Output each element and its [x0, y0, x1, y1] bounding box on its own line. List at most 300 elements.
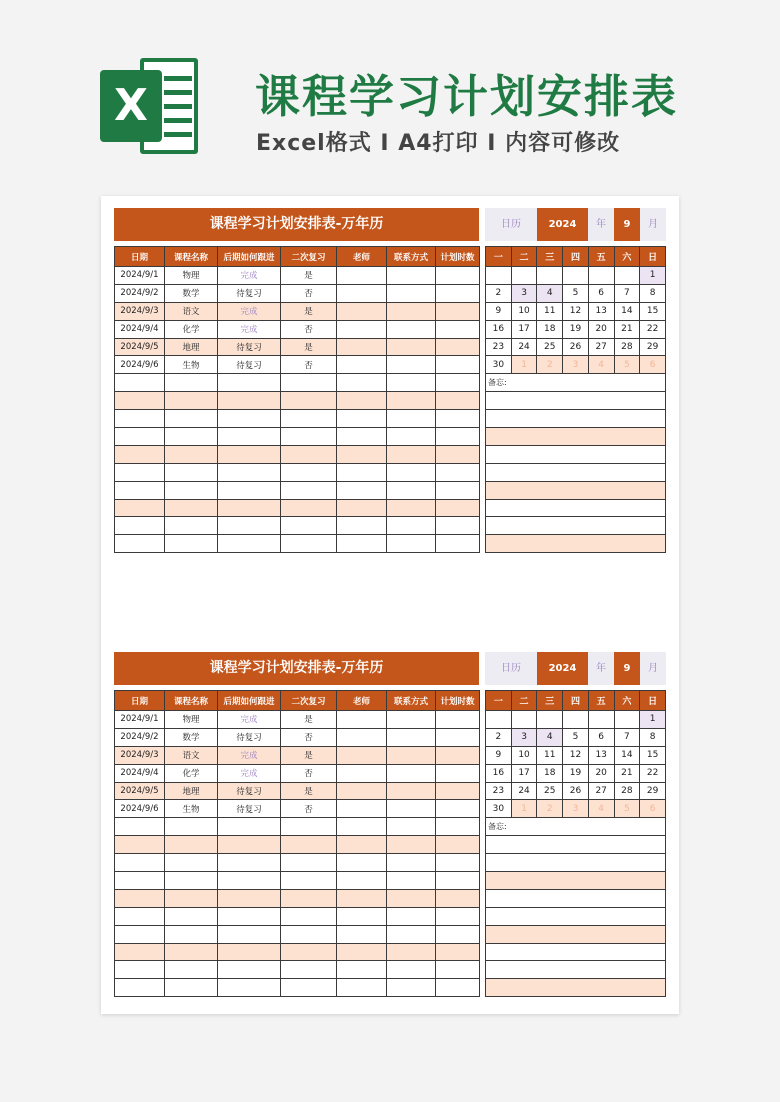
empty-cell[interactable] — [165, 499, 218, 517]
calendar-day[interactable]: 17 — [511, 764, 537, 782]
date-cell[interactable]: 2024/9/5 — [115, 782, 165, 800]
calendar-day[interactable]: 15 — [640, 302, 666, 320]
empty-cell[interactable] — [436, 889, 480, 907]
empty-cell[interactable] — [165, 818, 218, 836]
empty-cell[interactable] — [115, 889, 165, 907]
empty-cell[interactable] — [337, 943, 387, 961]
calendar-day[interactable]: 9 — [486, 302, 512, 320]
calendar-day[interactable]: 28 — [614, 782, 640, 800]
calendar-day[interactable]: 25 — [537, 782, 563, 800]
course-cell[interactable]: 生物 — [165, 800, 218, 818]
empty-cell[interactable] — [281, 374, 337, 392]
followup-cell[interactable]: 完成 — [218, 746, 281, 764]
empty-cell[interactable] — [387, 499, 436, 517]
teacher-cell[interactable] — [337, 267, 387, 285]
calendar-day[interactable]: 24 — [511, 338, 537, 356]
calendar-day[interactable]: 4 — [537, 728, 563, 746]
empty-cell[interactable] — [218, 907, 281, 925]
course-cell[interactable]: 数学 — [165, 728, 218, 746]
empty-cell[interactable] — [281, 499, 337, 517]
course-cell[interactable]: 地理 — [165, 338, 218, 356]
contact-cell[interactable] — [387, 320, 436, 338]
calendar-day[interactable]: 5 — [614, 800, 640, 818]
empty-cell[interactable] — [281, 428, 337, 446]
empty-cell[interactable] — [165, 481, 218, 499]
calendar-day[interactable]: 14 — [614, 746, 640, 764]
empty-cell[interactable] — [115, 463, 165, 481]
empty-cell[interactable] — [218, 428, 281, 446]
empty-cell[interactable] — [218, 854, 281, 872]
empty-cell[interactable] — [165, 535, 218, 553]
empty-cell[interactable] — [387, 907, 436, 925]
empty-cell[interactable] — [115, 872, 165, 890]
hours-cell[interactable] — [436, 356, 480, 374]
followup-cell[interactable]: 待复习 — [218, 338, 281, 356]
empty-cell[interactable] — [436, 445, 480, 463]
empty-cell[interactable] — [165, 836, 218, 854]
contact-cell[interactable] — [387, 356, 436, 374]
empty-cell[interactable] — [115, 445, 165, 463]
calendar-day[interactable]: 2 — [537, 356, 563, 374]
empty-cell[interactable] — [387, 818, 436, 836]
empty-cell[interactable] — [281, 410, 337, 428]
hours-cell[interactable] — [436, 800, 480, 818]
memo-cell[interactable] — [486, 410, 666, 428]
calendar-day[interactable]: 10 — [511, 746, 537, 764]
review-cell[interactable]: 否 — [281, 356, 337, 374]
empty-cell[interactable] — [165, 961, 218, 979]
hours-cell[interactable] — [436, 746, 480, 764]
empty-cell[interactable] — [281, 907, 337, 925]
course-cell[interactable]: 数学 — [165, 284, 218, 302]
calendar-day[interactable] — [537, 711, 563, 729]
contact-cell[interactable] — [387, 302, 436, 320]
empty-cell[interactable] — [218, 517, 281, 535]
teacher-cell[interactable] — [337, 320, 387, 338]
empty-cell[interactable] — [115, 979, 165, 997]
calendar-day[interactable]: 20 — [588, 320, 614, 338]
empty-cell[interactable] — [218, 410, 281, 428]
empty-cell[interactable] — [436, 481, 480, 499]
empty-cell[interactable] — [281, 889, 337, 907]
calendar-day[interactable]: 23 — [486, 338, 512, 356]
memo-cell[interactable] — [486, 463, 666, 481]
teacher-cell[interactable] — [337, 356, 387, 374]
empty-cell[interactable] — [387, 392, 436, 410]
calendar-day[interactable]: 2 — [486, 728, 512, 746]
empty-cell[interactable] — [115, 481, 165, 499]
calendar-day[interactable]: 25 — [537, 338, 563, 356]
calendar-day[interactable]: 13 — [588, 746, 614, 764]
teacher-cell[interactable] — [337, 302, 387, 320]
calendar-day[interactable] — [537, 267, 563, 285]
calendar-day[interactable]: 23 — [486, 782, 512, 800]
empty-cell[interactable] — [218, 889, 281, 907]
calendar-day[interactable]: 21 — [614, 764, 640, 782]
hours-cell[interactable] — [436, 320, 480, 338]
empty-cell[interactable] — [218, 481, 281, 499]
empty-cell[interactable] — [115, 410, 165, 428]
followup-cell[interactable]: 完成 — [218, 267, 281, 285]
followup-cell[interactable]: 完成 — [218, 320, 281, 338]
empty-cell[interactable] — [337, 907, 387, 925]
review-cell[interactable]: 否 — [281, 284, 337, 302]
calendar-day[interactable]: 1 — [640, 267, 666, 285]
calendar-day[interactable]: 19 — [563, 320, 589, 338]
memo-cell[interactable] — [486, 943, 666, 961]
empty-cell[interactable] — [218, 499, 281, 517]
memo-label[interactable]: 备忘: — [486, 818, 666, 836]
empty-cell[interactable] — [436, 517, 480, 535]
empty-cell[interactable] — [337, 392, 387, 410]
empty-cell[interactable] — [387, 961, 436, 979]
teacher-cell[interactable] — [337, 338, 387, 356]
empty-cell[interactable] — [337, 854, 387, 872]
empty-cell[interactable] — [165, 410, 218, 428]
memo-cell[interactable] — [486, 872, 666, 890]
empty-cell[interactable] — [165, 445, 218, 463]
empty-cell[interactable] — [165, 872, 218, 890]
calendar-day[interactable]: 12 — [563, 302, 589, 320]
calendar-day[interactable]: 17 — [511, 320, 537, 338]
empty-cell[interactable] — [387, 410, 436, 428]
calendar-day[interactable]: 4 — [588, 356, 614, 374]
empty-cell[interactable] — [115, 961, 165, 979]
calendar-day[interactable]: 3 — [563, 800, 589, 818]
empty-cell[interactable] — [218, 961, 281, 979]
calendar-day[interactable]: 3 — [511, 728, 537, 746]
empty-cell[interactable] — [387, 836, 436, 854]
memo-cell[interactable] — [486, 535, 666, 553]
empty-cell[interactable] — [115, 907, 165, 925]
empty-cell[interactable] — [115, 854, 165, 872]
calendar-day[interactable]: 20 — [588, 764, 614, 782]
empty-cell[interactable] — [436, 979, 480, 997]
memo-cell[interactable] — [486, 836, 666, 854]
calendar-day[interactable]: 15 — [640, 746, 666, 764]
calendar-day[interactable]: 27 — [588, 338, 614, 356]
empty-cell[interactable] — [436, 907, 480, 925]
teacher-cell[interactable] — [337, 284, 387, 302]
teacher-cell[interactable] — [337, 711, 387, 729]
calendar-day[interactable] — [486, 711, 512, 729]
empty-cell[interactable] — [165, 392, 218, 410]
calendar-day[interactable]: 11 — [537, 746, 563, 764]
empty-cell[interactable] — [115, 943, 165, 961]
empty-cell[interactable] — [115, 836, 165, 854]
calendar-day[interactable]: 12 — [563, 746, 589, 764]
empty-cell[interactable] — [387, 943, 436, 961]
calendar-day[interactable]: 8 — [640, 728, 666, 746]
empty-cell[interactable] — [115, 925, 165, 943]
empty-cell[interactable] — [337, 410, 387, 428]
empty-cell[interactable] — [281, 872, 337, 890]
course-cell[interactable]: 物理 — [165, 267, 218, 285]
empty-cell[interactable] — [281, 517, 337, 535]
empty-cell[interactable] — [281, 961, 337, 979]
memo-label[interactable]: 备忘: — [486, 374, 666, 392]
calendar-day[interactable]: 6 — [588, 728, 614, 746]
calendar-day[interactable]: 4 — [537, 284, 563, 302]
empty-cell[interactable] — [218, 836, 281, 854]
empty-cell[interactable] — [165, 979, 218, 997]
empty-cell[interactable] — [218, 979, 281, 997]
empty-cell[interactable] — [281, 854, 337, 872]
calendar-day[interactable] — [588, 267, 614, 285]
calendar-day[interactable]: 27 — [588, 782, 614, 800]
followup-cell[interactable]: 完成 — [218, 711, 281, 729]
calendar-day[interactable]: 26 — [563, 338, 589, 356]
course-cell[interactable]: 语文 — [165, 746, 218, 764]
calendar-day[interactable]: 16 — [486, 320, 512, 338]
date-cell[interactable]: 2024/9/4 — [115, 320, 165, 338]
empty-cell[interactable] — [337, 889, 387, 907]
empty-cell[interactable] — [281, 392, 337, 410]
empty-cell[interactable] — [115, 818, 165, 836]
date-cell[interactable]: 2024/9/1 — [115, 711, 165, 729]
year-cell[interactable]: 2024 — [537, 208, 588, 241]
calendar-day[interactable] — [563, 711, 589, 729]
calendar-day[interactable] — [614, 267, 640, 285]
calendar-day[interactable]: 22 — [640, 320, 666, 338]
empty-cell[interactable] — [281, 925, 337, 943]
empty-cell[interactable] — [165, 907, 218, 925]
empty-cell[interactable] — [387, 889, 436, 907]
calendar-day[interactable]: 30 — [486, 356, 512, 374]
calendar-day[interactable]: 18 — [537, 320, 563, 338]
review-cell[interactable]: 是 — [281, 267, 337, 285]
empty-cell[interactable] — [218, 392, 281, 410]
empty-cell[interactable] — [436, 818, 480, 836]
calendar-day[interactable]: 8 — [640, 284, 666, 302]
calendar-day[interactable]: 29 — [640, 782, 666, 800]
calendar-day[interactable]: 13 — [588, 302, 614, 320]
teacher-cell[interactable] — [337, 728, 387, 746]
empty-cell[interactable] — [387, 854, 436, 872]
empty-cell[interactable] — [115, 392, 165, 410]
contact-cell[interactable] — [387, 728, 436, 746]
empty-cell[interactable] — [218, 445, 281, 463]
date-cell[interactable]: 2024/9/1 — [115, 267, 165, 285]
calendar-day[interactable]: 24 — [511, 782, 537, 800]
review-cell[interactable]: 是 — [281, 711, 337, 729]
course-cell[interactable]: 地理 — [165, 782, 218, 800]
empty-cell[interactable] — [218, 872, 281, 890]
empty-cell[interactable] — [218, 818, 281, 836]
date-cell[interactable]: 2024/9/2 — [115, 728, 165, 746]
empty-cell[interactable] — [165, 463, 218, 481]
empty-cell[interactable] — [165, 374, 218, 392]
empty-cell[interactable] — [337, 961, 387, 979]
hours-cell[interactable] — [436, 267, 480, 285]
teacher-cell[interactable] — [337, 782, 387, 800]
empty-cell[interactable] — [436, 535, 480, 553]
memo-cell[interactable] — [486, 481, 666, 499]
calendar-day[interactable]: 30 — [486, 800, 512, 818]
calendar-day[interactable] — [511, 711, 537, 729]
calendar-day[interactable]: 6 — [640, 356, 666, 374]
contact-cell[interactable] — [387, 711, 436, 729]
empty-cell[interactable] — [387, 481, 436, 499]
empty-cell[interactable] — [218, 374, 281, 392]
course-cell[interactable]: 生物 — [165, 356, 218, 374]
hours-cell[interactable] — [436, 764, 480, 782]
memo-cell[interactable] — [486, 445, 666, 463]
calendar-day[interactable]: 5 — [563, 284, 589, 302]
memo-cell[interactable] — [486, 854, 666, 872]
followup-cell[interactable]: 待复习 — [218, 284, 281, 302]
empty-cell[interactable] — [337, 463, 387, 481]
calendar-day[interactable] — [614, 711, 640, 729]
calendar-day[interactable]: 5 — [614, 356, 640, 374]
course-cell[interactable]: 化学 — [165, 320, 218, 338]
calendar-day[interactable]: 16 — [486, 764, 512, 782]
review-cell[interactable]: 是 — [281, 782, 337, 800]
hours-cell[interactable] — [436, 338, 480, 356]
empty-cell[interactable] — [436, 499, 480, 517]
hours-cell[interactable] — [436, 284, 480, 302]
empty-cell[interactable] — [387, 428, 436, 446]
empty-cell[interactable] — [337, 499, 387, 517]
calendar-day[interactable] — [486, 267, 512, 285]
memo-cell[interactable] — [486, 979, 666, 997]
contact-cell[interactable] — [387, 782, 436, 800]
teacher-cell[interactable] — [337, 746, 387, 764]
empty-cell[interactable] — [281, 836, 337, 854]
date-cell[interactable]: 2024/9/2 — [115, 284, 165, 302]
calendar-day[interactable]: 22 — [640, 764, 666, 782]
empty-cell[interactable] — [436, 961, 480, 979]
empty-cell[interactable] — [281, 818, 337, 836]
review-cell[interactable]: 否 — [281, 800, 337, 818]
empty-cell[interactable] — [387, 445, 436, 463]
calendar-day[interactable]: 6 — [640, 800, 666, 818]
empty-cell[interactable] — [281, 535, 337, 553]
calendar-day[interactable]: 14 — [614, 302, 640, 320]
empty-cell[interactable] — [436, 392, 480, 410]
calendar-day[interactable]: 28 — [614, 338, 640, 356]
hours-cell[interactable] — [436, 711, 480, 729]
empty-cell[interactable] — [436, 854, 480, 872]
date-cell[interactable]: 2024/9/4 — [115, 764, 165, 782]
memo-cell[interactable] — [486, 925, 666, 943]
empty-cell[interactable] — [436, 374, 480, 392]
teacher-cell[interactable] — [337, 764, 387, 782]
empty-cell[interactable] — [337, 445, 387, 463]
contact-cell[interactable] — [387, 764, 436, 782]
empty-cell[interactable] — [436, 410, 480, 428]
empty-cell[interactable] — [387, 925, 436, 943]
contact-cell[interactable] — [387, 284, 436, 302]
followup-cell[interactable]: 待复习 — [218, 782, 281, 800]
empty-cell[interactable] — [218, 463, 281, 481]
hours-cell[interactable] — [436, 782, 480, 800]
contact-cell[interactable] — [387, 338, 436, 356]
empty-cell[interactable] — [337, 374, 387, 392]
calendar-day[interactable]: 9 — [486, 746, 512, 764]
empty-cell[interactable] — [165, 854, 218, 872]
memo-cell[interactable] — [486, 961, 666, 979]
memo-cell[interactable] — [486, 907, 666, 925]
calendar-day[interactable]: 1 — [511, 356, 537, 374]
date-cell[interactable]: 2024/9/3 — [115, 302, 165, 320]
followup-cell[interactable]: 完成 — [218, 764, 281, 782]
empty-cell[interactable] — [281, 463, 337, 481]
contact-cell[interactable] — [387, 800, 436, 818]
empty-cell[interactable] — [337, 428, 387, 446]
date-cell[interactable]: 2024/9/5 — [115, 338, 165, 356]
empty-cell[interactable] — [337, 979, 387, 997]
empty-cell[interactable] — [387, 979, 436, 997]
calendar-day[interactable]: 29 — [640, 338, 666, 356]
calendar-day[interactable]: 2 — [486, 284, 512, 302]
empty-cell[interactable] — [436, 428, 480, 446]
empty-cell[interactable] — [387, 872, 436, 890]
calendar-day[interactable]: 2 — [537, 800, 563, 818]
calendar-day[interactable]: 11 — [537, 302, 563, 320]
date-cell[interactable]: 2024/9/6 — [115, 800, 165, 818]
contact-cell[interactable] — [387, 746, 436, 764]
empty-cell[interactable] — [337, 836, 387, 854]
calendar-day[interactable] — [563, 267, 589, 285]
course-cell[interactable]: 化学 — [165, 764, 218, 782]
memo-cell[interactable] — [486, 517, 666, 535]
calendar-day[interactable]: 1 — [511, 800, 537, 818]
empty-cell[interactable] — [337, 517, 387, 535]
calendar-day[interactable]: 3 — [511, 284, 537, 302]
empty-cell[interactable] — [115, 535, 165, 553]
memo-cell[interactable] — [486, 428, 666, 446]
empty-cell[interactable] — [436, 925, 480, 943]
hours-cell[interactable] — [436, 302, 480, 320]
calendar-day[interactable]: 6 — [588, 284, 614, 302]
month-cell[interactable]: 9 — [614, 208, 640, 241]
empty-cell[interactable] — [337, 818, 387, 836]
month-cell[interactable]: 9 — [614, 652, 640, 685]
empty-cell[interactable] — [218, 535, 281, 553]
calendar-day[interactable] — [588, 711, 614, 729]
review-cell[interactable]: 否 — [281, 320, 337, 338]
empty-cell[interactable] — [165, 889, 218, 907]
calendar-day[interactable]: 19 — [563, 764, 589, 782]
review-cell[interactable]: 否 — [281, 764, 337, 782]
followup-cell[interactable]: 待复习 — [218, 728, 281, 746]
empty-cell[interactable] — [337, 925, 387, 943]
empty-cell[interactable] — [436, 836, 480, 854]
empty-cell[interactable] — [436, 943, 480, 961]
review-cell[interactable]: 是 — [281, 746, 337, 764]
empty-cell[interactable] — [436, 872, 480, 890]
calendar-day[interactable]: 1 — [640, 711, 666, 729]
review-cell[interactable]: 是 — [281, 338, 337, 356]
empty-cell[interactable] — [165, 943, 218, 961]
calendar-day[interactable] — [511, 267, 537, 285]
empty-cell[interactable] — [387, 535, 436, 553]
review-cell[interactable]: 是 — [281, 302, 337, 320]
empty-cell[interactable] — [218, 943, 281, 961]
followup-cell[interactable]: 待复习 — [218, 356, 281, 374]
calendar-day[interactable]: 3 — [563, 356, 589, 374]
empty-cell[interactable] — [281, 979, 337, 997]
course-cell[interactable]: 物理 — [165, 711, 218, 729]
teacher-cell[interactable] — [337, 800, 387, 818]
empty-cell[interactable] — [387, 517, 436, 535]
empty-cell[interactable] — [165, 428, 218, 446]
empty-cell[interactable] — [165, 925, 218, 943]
empty-cell[interactable] — [115, 517, 165, 535]
empty-cell[interactable] — [165, 517, 218, 535]
contact-cell[interactable] — [387, 267, 436, 285]
